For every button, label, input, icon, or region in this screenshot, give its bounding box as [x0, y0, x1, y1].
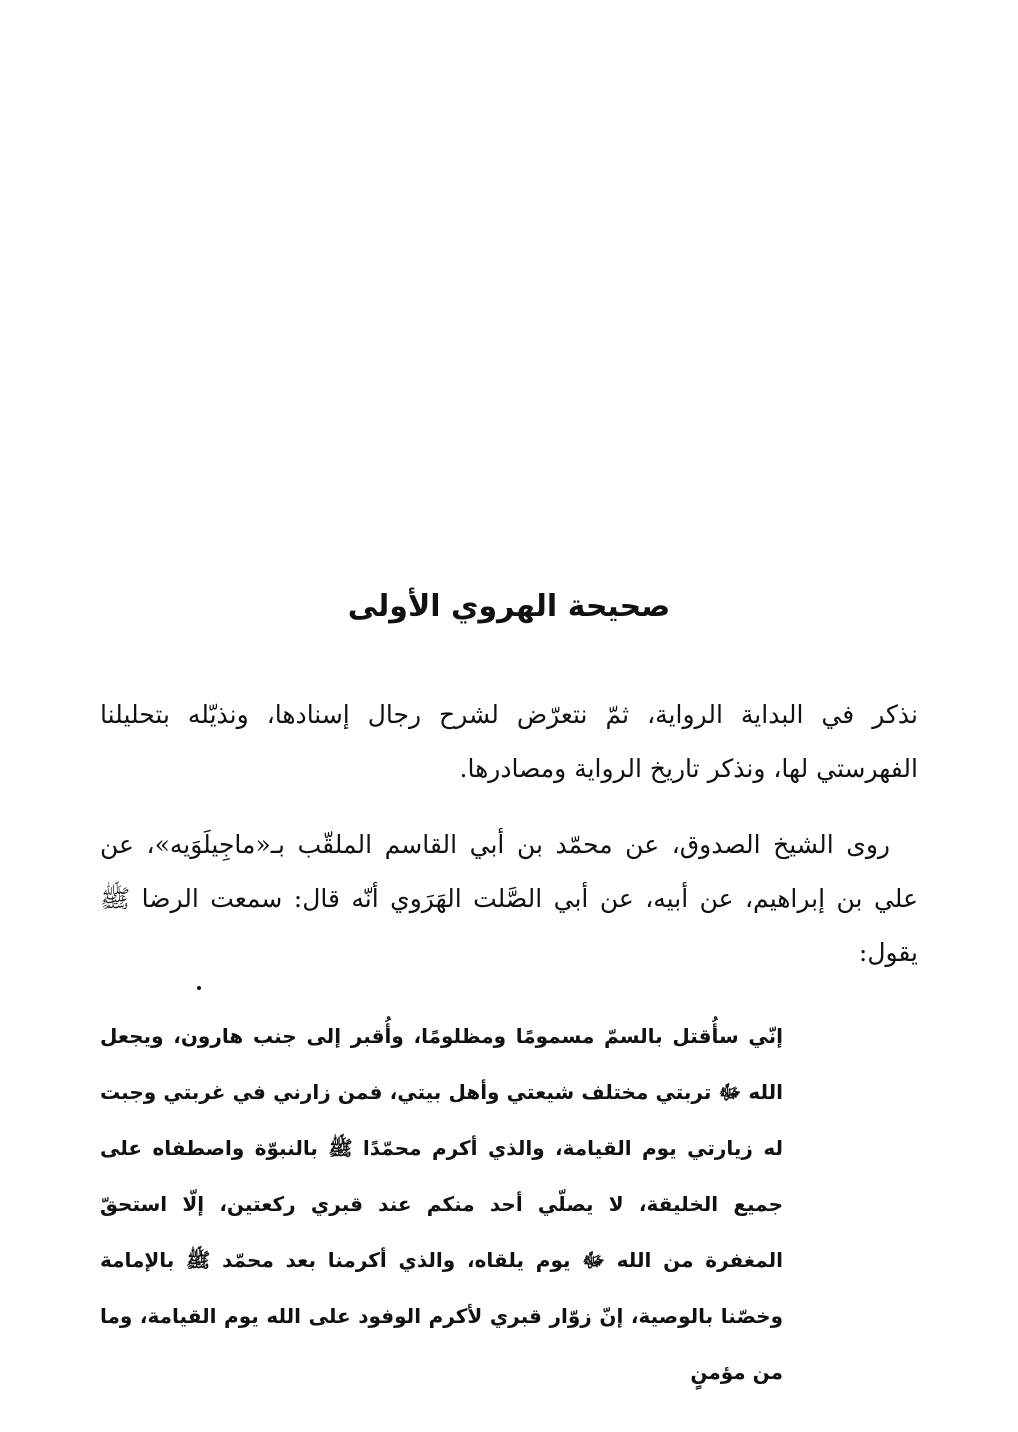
- hadith-quote-paragraph: إنّي سأُقتل بالسمّ مسمومًا ومظلومًا، وأُقبر إلى جنب هارون، ويجعل الله ﷻ تربتي مختلف شيعتي وأهل بيتي، فمن زارني في غربتي وجبت له زيارتي يوم القيامة، والذي أكرم محمّدًا ﷺ بالنبوّة واصطفاه على جميع الخليقة، لا يصلّي أحد منكم عند قبري ركعتين، إلّا استحقّ المغفرة من الله ﷻ يوم يلقاه، والذي أكرمنا بعد محمّد ﷺ بالإمامة وخصّنا بالوصية، إنّ زوّار قبري لأكرم الوفود على الله يوم القيامة، وما من مؤمنٍ: [100, 1024, 783, 1384]
- intro-paragraph: نذكر في البداية الرواية، ثمّ نتعرّض لشرح رجال إسنادها، ونذيّله بتحليلنا الفهرستي لها، ونذكر تاريخ الرواية ومصادرها.: [100, 700, 918, 783]
- stray-dot-mark: [197, 986, 201, 990]
- section-title: صحيحة الهروي الأولى: [347, 589, 671, 624]
- narration-paragraph: روى الشيخ الصدوق، عن محمّد بن أبي القاسم الملقّب بـ«ماجِيلَوَيه»، عن علي بن إبراهيم، عن أبيه، عن أبي الصَّلت الهَرَوي أنّه قال: سمعت الرضا ﷺ يقول:: [100, 830, 918, 967]
